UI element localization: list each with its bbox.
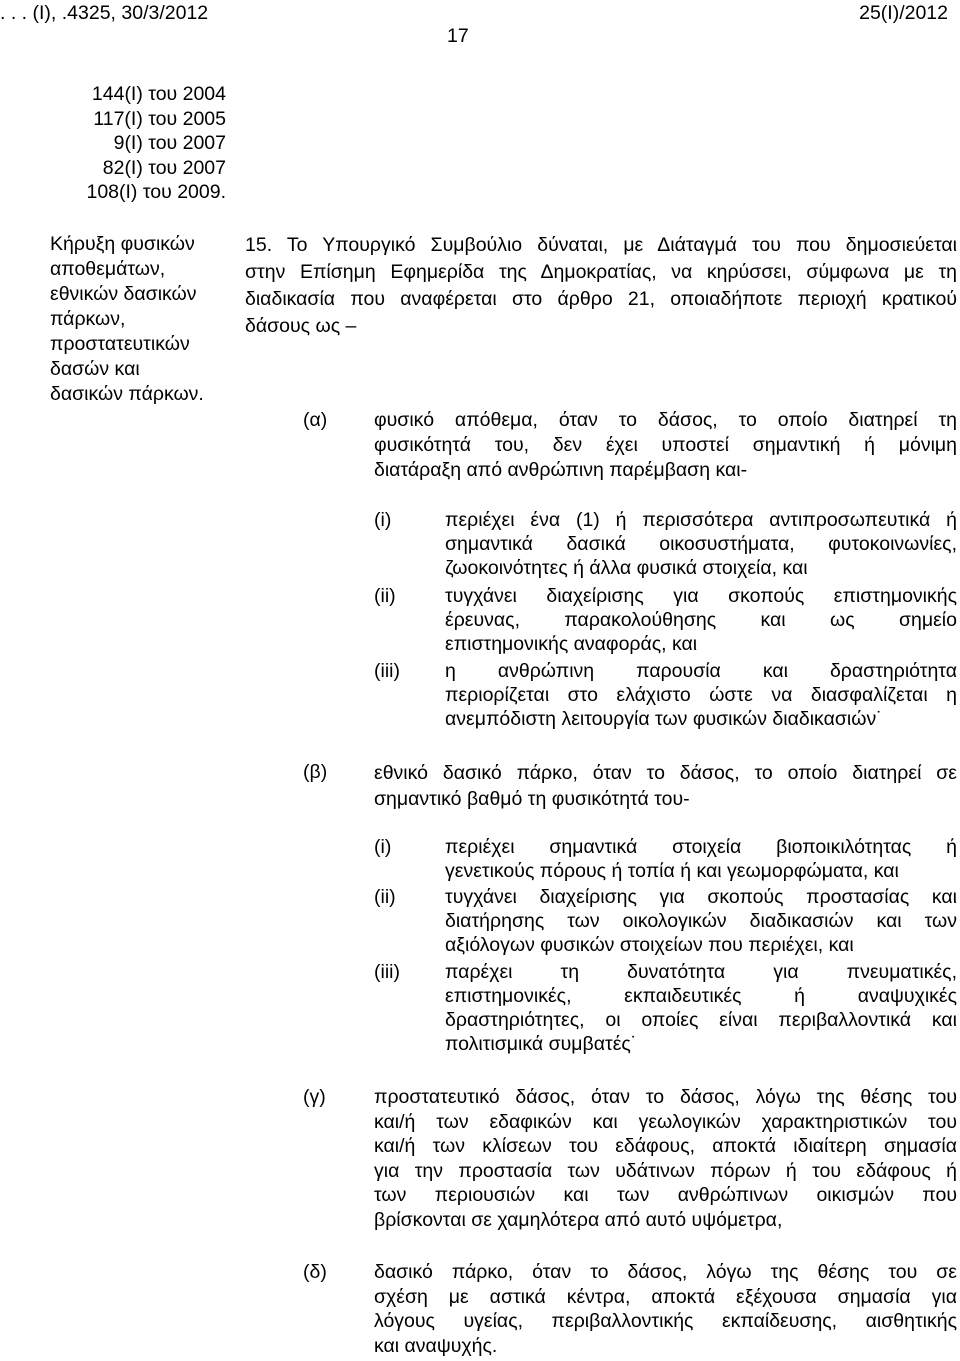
subitem-line: δραστηριότητες, οι οποίες είναι περιβαλλοντικά και [445,1009,957,1031]
paragraph-line: λόγους υγείας, περιβαλλοντικής εκπαίδευσης, αισθητικής [374,1310,957,1333]
paragraph-line: φυσικό απόθεμα, όταν το δάσος, το οποίο διατηρεί τη [374,409,957,431]
reference-line: 82(Ι) του 2007 [102,156,226,179]
subitem-line: τυγχάνει διαχείρισης για σκοπούς επιστημονικής [445,585,957,607]
paragraph-line: και αναψυχής. [374,1334,498,1357]
paragraph-label: (β) [303,761,328,783]
paragraph-line: προστατευτικό δάσος, όταν το δάσος, λόγω της θέσης του [374,1086,957,1108]
subitem-text [445,885,957,957]
paragraph-line: σχέση με αστικά κέντρα, αποκτά εξέχουσα σημασία για [374,1285,957,1308]
section-intro-line: στην Επίσημη Εφημερίδα της Δημοκρατίας, να κηρύσσει, σύμφωνα με τη [245,261,957,283]
side-note-line: προστατευτικών [50,333,190,355]
paragraph-label: (α) [303,409,328,431]
side-note [50,232,204,407]
side-note-line: Κήρυξη φυσικών [50,233,195,255]
subitem-label: (iii) [374,660,400,682]
header-left: . . . (Ι), .4325, 30/3/2012 [0,2,209,24]
section-number: 15. [245,234,273,256]
subitem-line: ζωοκοινότητες ή άλλα φυσικά στοιχεία, και [445,557,808,579]
paragraph-line: διατάραξη από ανθρώπινη παρέμβαση και- [374,459,748,481]
subitem-line: τυγχάνει διαχείρισης για σκοπούς προστασίας και [445,886,957,908]
subitem-line: περιορίζεται στο ελάχιστο ώστε να διασφαλίζεται η [445,684,957,706]
subitem-label: (ii) [374,886,396,908]
subitem-text [445,960,957,1056]
paragraph-line: βρίσκονται σε χαμηλότερα από αυτό υψόμετρα, [374,1208,783,1231]
subitem-label: (ii) [374,585,396,607]
subitem-line: επιστημονικές, εκπαιδευτικές ή αναψυχικές [445,985,957,1007]
paragraph-line: δασικό πάρκο, όταν το δάσος, λόγω της θέσης του σε [374,1261,957,1283]
paragraph-a [374,408,957,483]
reference-line: 117(Ι) του 2005 [93,107,226,130]
paragraph-d [374,1260,957,1358]
side-note-line: δασών και [50,358,140,380]
subitem-line: σημαντικά δασικά οικοσυστήματα, φυτοκοινωνίες, [445,533,957,555]
header-right: 25(Ι)/2012 [859,2,948,24]
paragraph-line: εθνικό δασικό πάρκο, όταν το δάσος, το οποίο διατηρεί σε [374,762,957,784]
section-intro-line [245,232,957,259]
subitem-line: αξιόλογων φυσικών στοιχείων που περιέχει, και [445,934,854,956]
side-note-line: δασικών πάρκων. [50,383,204,405]
paragraph-label: (δ) [303,1261,327,1283]
subitem-text [445,659,957,731]
paragraph-line: φυσικότητά του, δεν έχει υποστεί σημαντική ή μόνιμη [374,434,957,456]
subitem-line: επιστημονικής αναφοράς, και [445,633,698,655]
subitem-line: περιέχει ένα (1) ή περισσότερα αντιπροσωπευτικά ή [445,509,957,531]
section-intro-text: Το Υπουργικό Συμβούλιο δύναται, με Διάταγμά του που δημοσιεύεται [286,234,957,256]
law-references [40,82,226,205]
paragraph-c [374,1085,957,1233]
subitem-text [445,508,957,580]
paragraph-line: των περιουσιών και των ανθρώπινων οικισμών που [374,1184,957,1207]
page-number: 17 [447,25,469,47]
paragraph-line: και/ή των εδαφικών και γεωλογικών χαρακτηριστικών του [374,1110,957,1133]
subitem-text [445,584,957,656]
subitem-line: γενετικούς πόρους ή τοπία ή και γεωμορφώματα, και [445,860,899,882]
paragraph-b [374,760,957,812]
paragraph-line: και/ή των κλίσεων του εδάφους, αποκτά ιδιαίτερη σημασία [374,1135,957,1158]
section-intro-line: δάσους ως – [245,315,357,337]
reference-line: 9(Ι) του 2007 [113,132,226,154]
subitem-label: (i) [374,509,392,531]
subitem-label: (i) [374,836,392,858]
subitem-line: παρέχει τη δυνατότητα για πνευματικές, [445,961,957,983]
paragraph-label: (γ) [303,1086,326,1108]
subitem-line: έρευνας, παρακολούθησης και ως σημείο [445,609,957,631]
subitem-label: (iii) [374,961,400,983]
subitem-line: διατήρησης των οικολογικών διαδικασιών και των [445,910,957,932]
subitem-line: η ανθρώπινη παρουσία και δραστηριότητα [445,660,957,682]
paragraph-line: για την προστασία των υδάτινων πόρων ή του εδάφους ή [374,1159,957,1182]
subitem-line: ανεμπόδιστη λειτουργία των φυσικών διαδικασιών˙ [445,708,883,730]
reference-line: 144(Ι) του 2004 [91,83,226,105]
section-intro-line: διαδικασία που αναφέρεται στο άρθρο 21, οποιαδήποτε περιοχή κρατικού [245,288,957,310]
reference-line: 108(Ι) του 2009. [86,181,226,203]
subitem-line: περιέχει σημαντικά στοιχεία βιοποικιλότητας ή [445,836,957,858]
subitem-line: πολιτισμικά συμβατές˙ [445,1033,638,1055]
side-note-line: αποθεμάτων, [50,258,166,280]
paragraph-line: σημαντικό βαθμό τη φυσικότητά του- [374,788,690,810]
subitem-text [445,835,957,883]
section-intro [245,232,957,340]
side-note-line: εθνικών δασικών [50,283,197,305]
side-note-line: πάρκων, [50,308,126,330]
